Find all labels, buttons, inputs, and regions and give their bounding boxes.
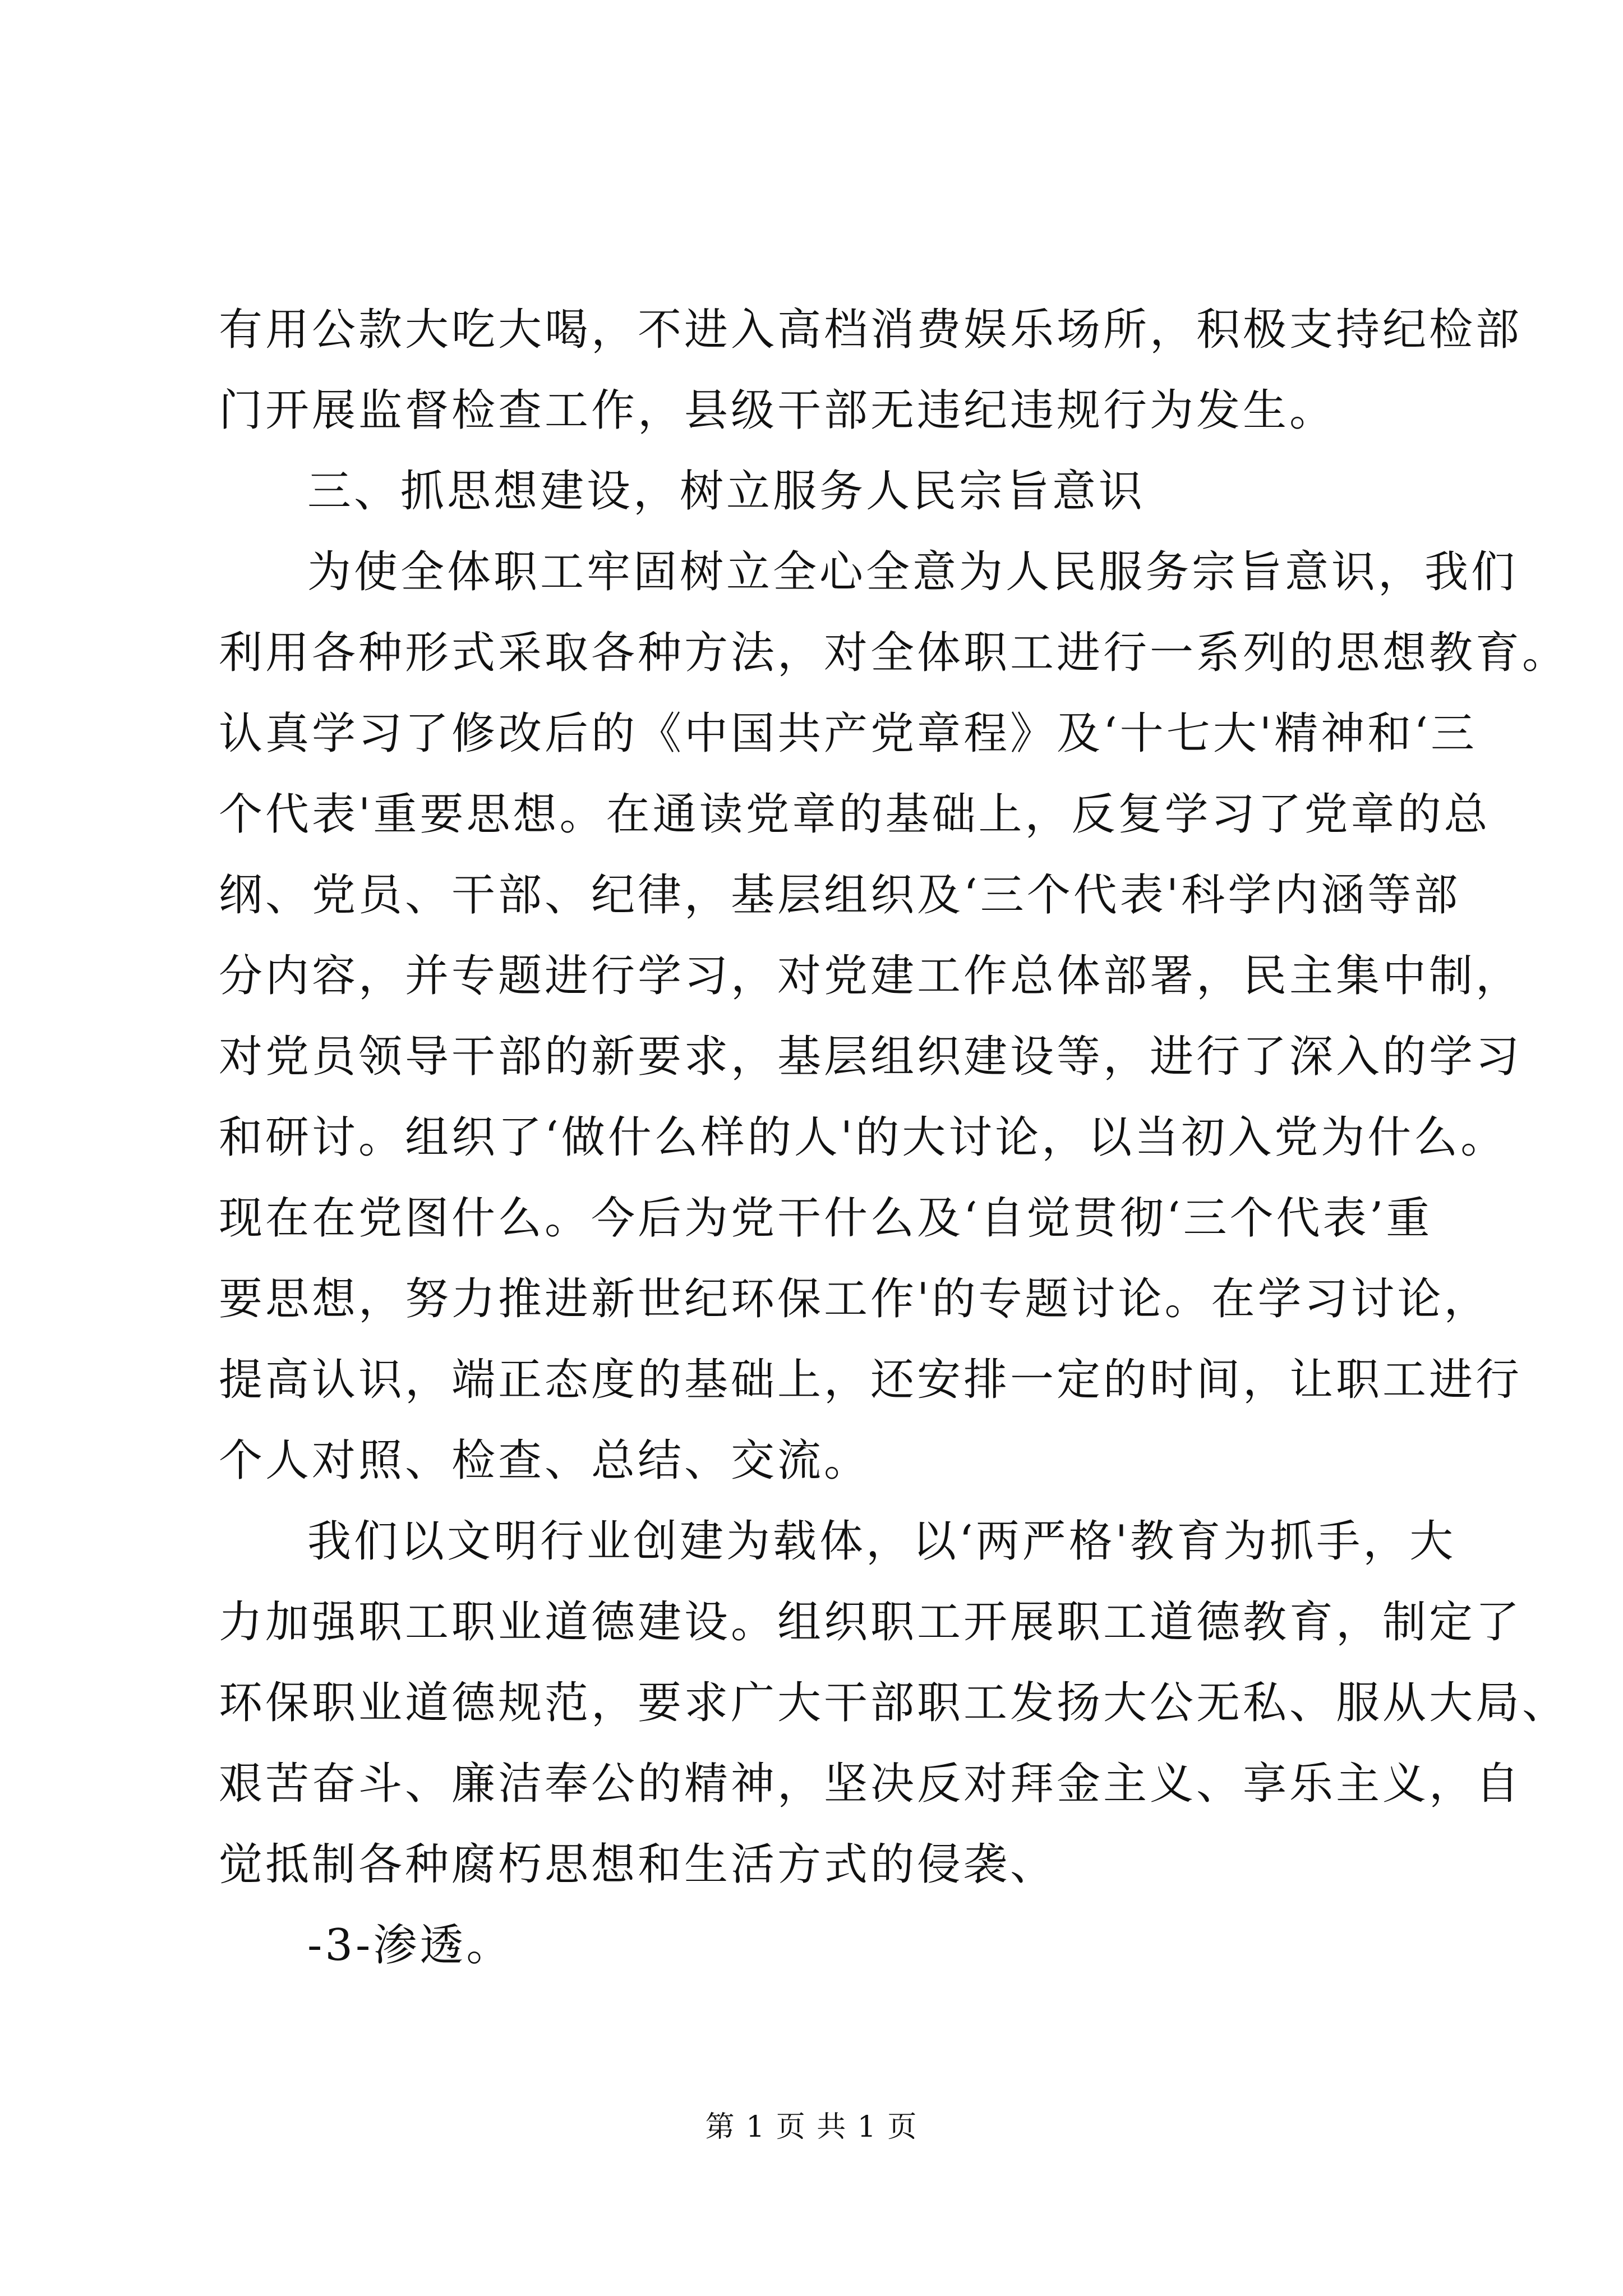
text-line: 和研讨。组织了‘做什么样的人'的大讨论，以当初入党为什么。 [219,1112,1507,1163]
text-line: 为使全体职工牢固树立全心全意为人民服务宗旨意识，我们 [307,547,1518,597]
text-line: 环保职业道德规范，要求广大干部职工发扬大公无私、服从大局、 [219,1678,1569,1728]
text-line: 分内容，并专题进行学习，对党建工作总体部署，民主集中制， [219,951,1523,1001]
text-line: -3-渗透。 [307,1920,513,1971]
text-line: 认真学习了修改后的《中国共产党章程》及‘十七大'精神和‘三 [219,708,1478,759]
page-footer: 第 1 页 共 1 页 [705,2110,918,2144]
text-line: 艰苦奋斗、廉洁奉公的精神，坚决反对拜金主义、享乐主义，自 [219,1759,1523,1809]
text-line: 觉抵制各种腐朽思想和生活方式的侵袭、 [219,1839,1057,1890]
text-line: 要思想，努力推进新世纪环保工作'的专题讨论。在学习讨论， [219,1274,1491,1324]
text-line: 力加强职工职业道德建设。组织职工开展职工道德教育，制定了 [219,1597,1523,1648]
text-line: 利用各种形式采取各种方法，对全体职工进行一系列的思想教育。 [219,628,1569,678]
text-line: 我们以文明行业创建为载体，以‘两严格'教育为抓手，大 [307,1516,1456,1567]
text-line: 有用公款大吃大喝，不进入高档消费娱乐场所，积极支持纪检部 [219,305,1523,355]
text-line: 个人对照、检查、总结、交流。 [219,1435,871,1486]
text-line: 个代表'重要思想。在通读党章的基础上，反复学习了党章的总 [219,789,1491,840]
text-line: 对党员领导干部的新要求，基层组织建设等，进行了深入的学习 [219,1032,1523,1082]
text-line: 门开展监督检查工作，县级干部无违纪违规行为发生。 [219,385,1336,436]
text-line: 提高认识，端正态度的基础上，还安排一定的时间，让职工进行 [219,1355,1523,1405]
text-line: 纲、党员、干部、纪律，基层组织及‘三个代表'科学内涵等部 [219,870,1461,921]
section-heading: 三、抓思想建设，树立服务人民宗旨意识 [307,466,1146,517]
text-line: 现在在党图什么。今后为党干什么及‘自觉贯彻‘三个代表’重 [219,1193,1433,1244]
